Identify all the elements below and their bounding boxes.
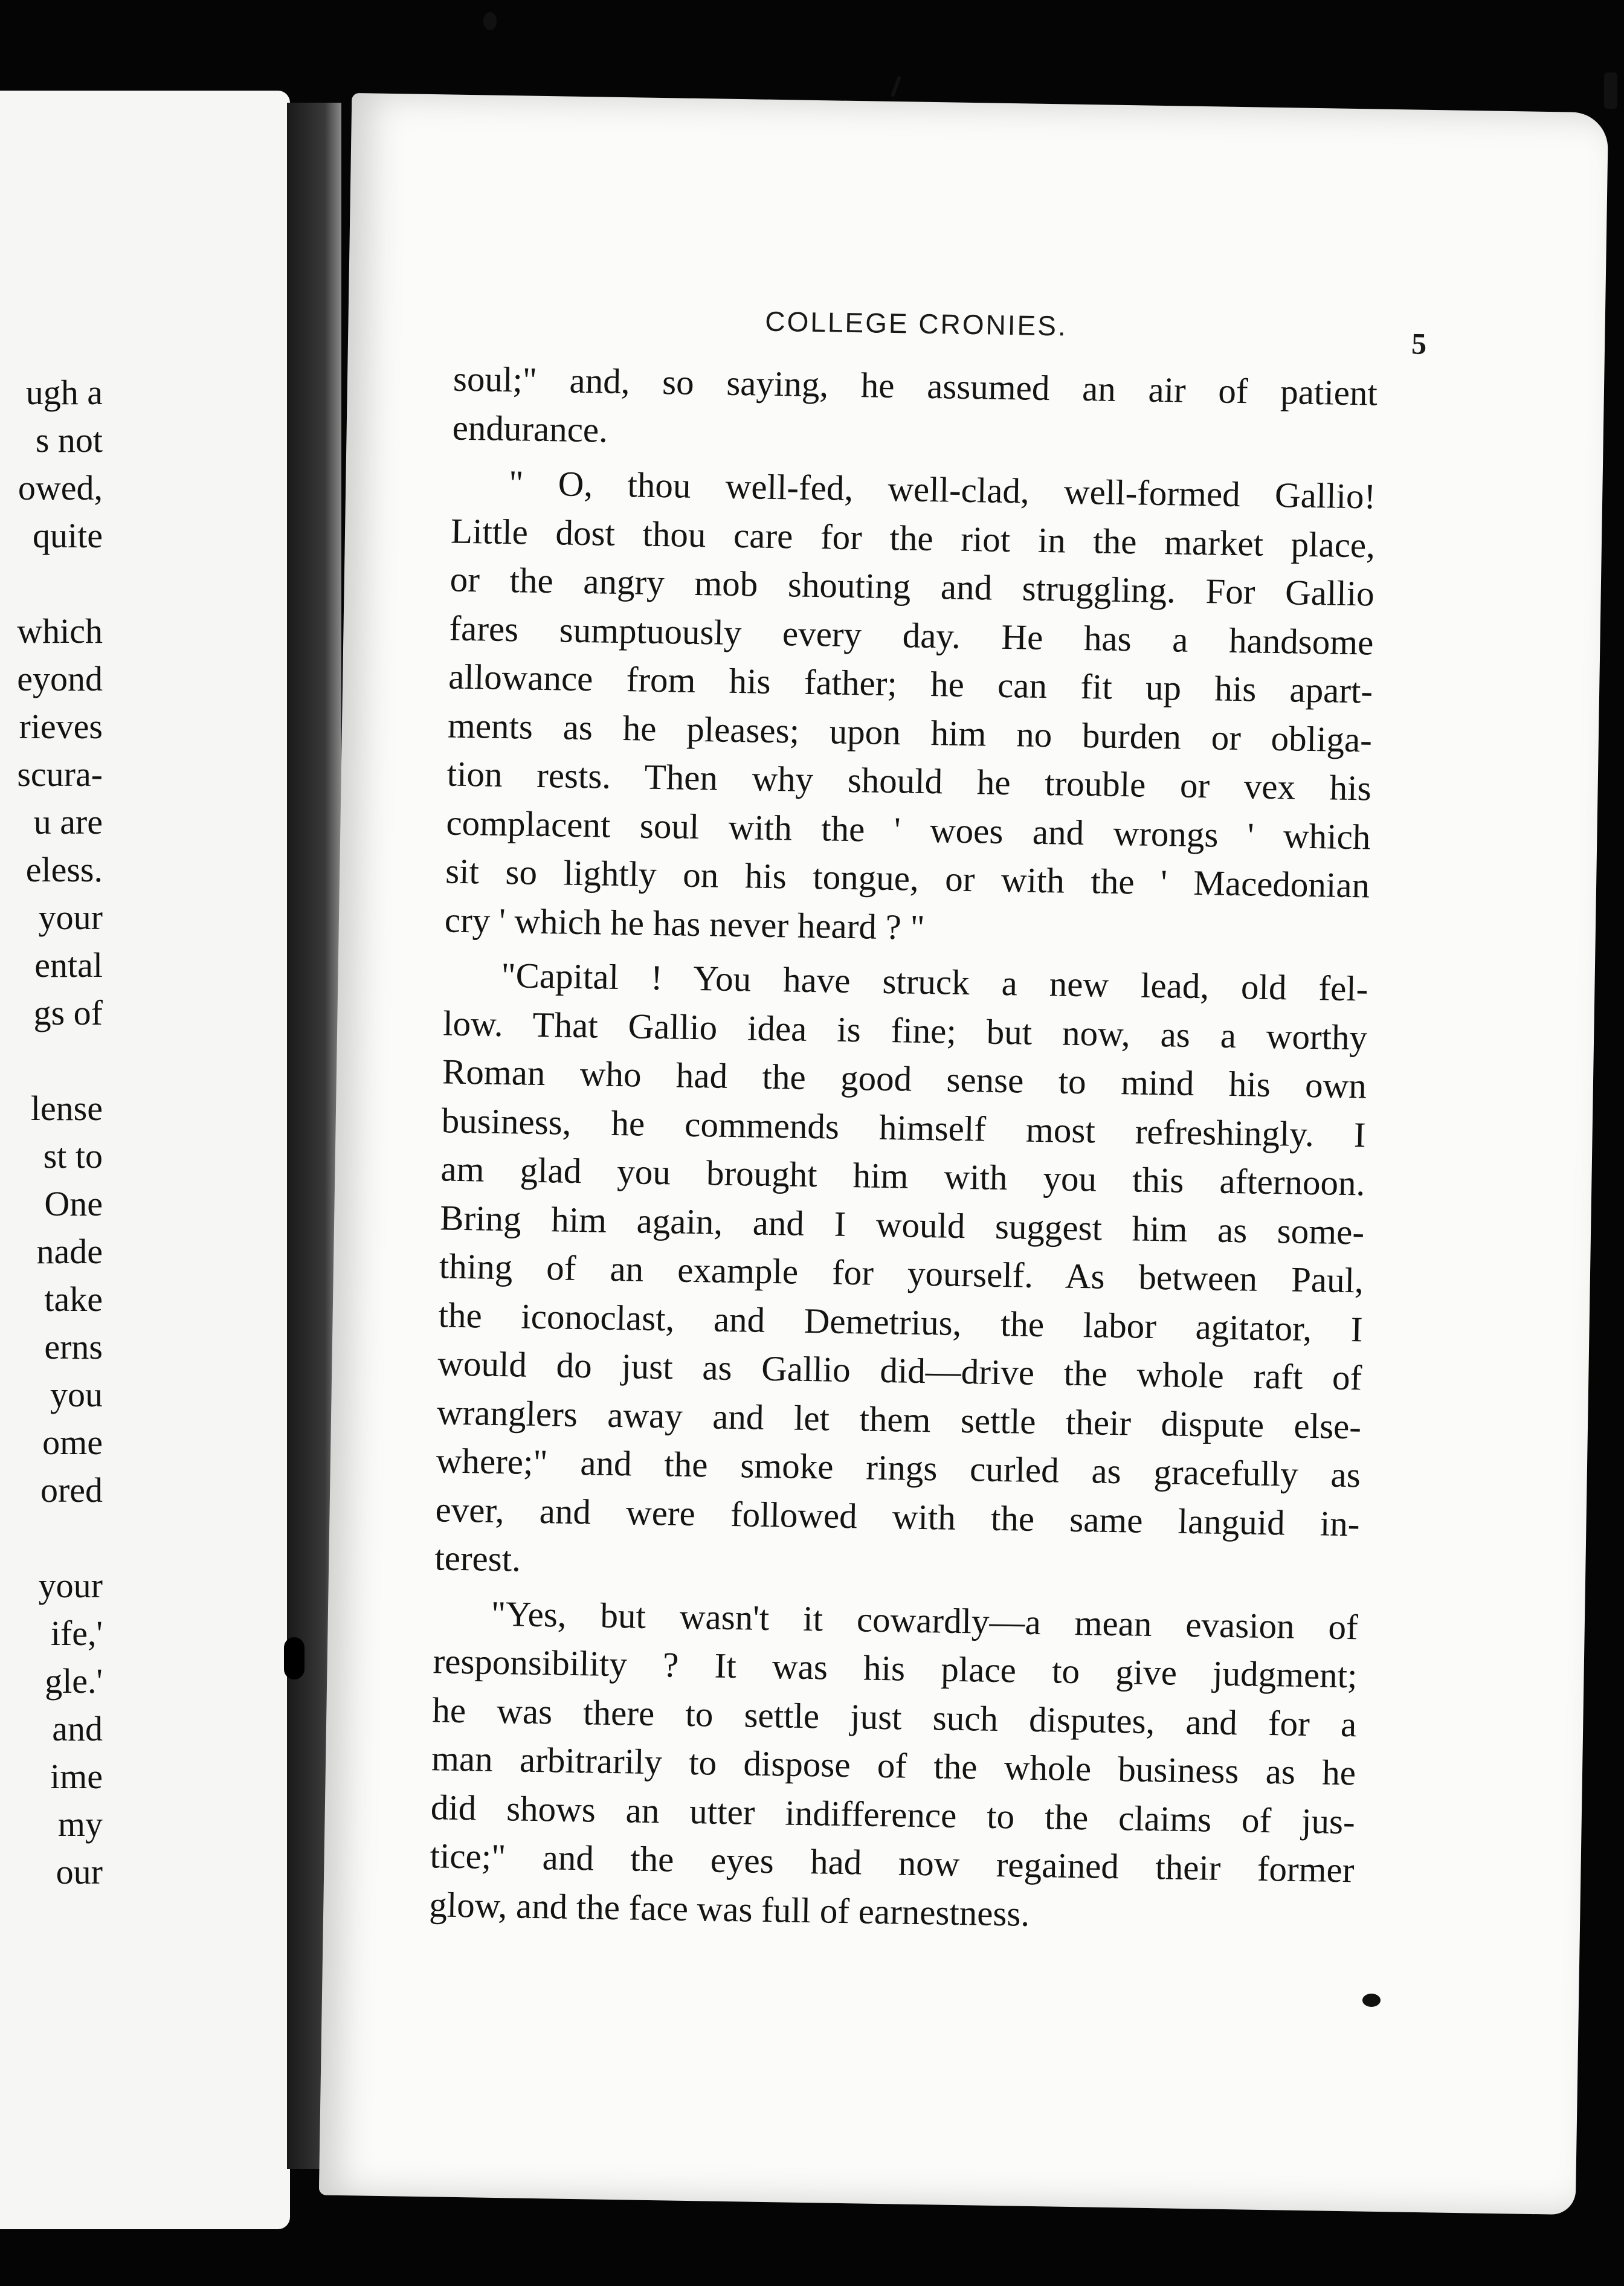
left-page-text-fragments [0, 369, 103, 1896]
text-line: the iconoclast, and Demetrius, the labor agitator, I [438, 1294, 1364, 1349]
text-line: " O, thou well-fed, well-clad, well-formed Gallio! [508, 463, 1376, 517]
left-page-fragment: s not [35, 420, 103, 460]
text-line: soul;" and, so saying, he assumed an air of patient [453, 358, 1378, 413]
text-line: wranglers away and let them settle their dispute else- [436, 1391, 1362, 1446]
body-text [429, 355, 1378, 1943]
left-page-fragment: gs of [33, 993, 103, 1032]
text-line: he was there to settle just such disputes, and for a [431, 1689, 1357, 1744]
text-line: cry ' which he has never heard ? " [444, 899, 926, 947]
left-page-fragment: scura- [17, 755, 103, 794]
text-line: tion rests. Then why should he trouble or vex his [446, 753, 1372, 808]
left-page-fragment: our [56, 1852, 103, 1892]
text-line: tice;" and the eyes had now regained their former [430, 1835, 1355, 1890]
text-line: complacent soul with the ' woes and wrongs ' which [445, 802, 1371, 857]
left-page-fragment: take [44, 1280, 103, 1319]
left-page-fragment: u are [33, 802, 103, 842]
left-page-fragment: One [44, 1184, 103, 1223]
text-line: "Capital ! You have struck a new lead, old fel- [501, 955, 1368, 1009]
text-line: thing of an example for yourself. As between Paul, [439, 1246, 1364, 1301]
text-line: fares sumptuously every day. He has a handsome [449, 608, 1374, 663]
text-line: would do just as Gallio did—drive the whole raft of [437, 1343, 1362, 1398]
text-line: sit so lightly on his tongue, or with the ' Macedonian [445, 851, 1370, 906]
left-page-fragment: lense [30, 1089, 103, 1128]
text-line: ments as he pleases; upon him no burden or obliga- [447, 705, 1373, 760]
left-page-fragment: my [57, 1805, 103, 1844]
text-line: responsibility ? It was his place to give judgment; [433, 1641, 1358, 1696]
text-line: did shows an utter indifference to the claims of jus- [430, 1786, 1356, 1841]
text-line: Roman who had the good sense to mind his own [442, 1051, 1367, 1106]
running-title: COLLEGE CRONIES. [764, 305, 1068, 342]
left-page-fragment [0, 1037, 103, 1084]
left-page-fragment: ental [34, 945, 103, 985]
left-page-fragment: ored [40, 1470, 103, 1510]
left-page-fragment: your [38, 898, 103, 937]
text-line: Little dost thou care for the riot in the market place, [450, 510, 1376, 565]
left-page-fragment: st to [43, 1136, 103, 1176]
scan-speck [483, 12, 497, 30]
text-line: allowance from his father; he can fit up his apart- [448, 656, 1373, 711]
right-page [319, 93, 1608, 2215]
text-line: man arbitrarily to dispose of the whole business as he [431, 1738, 1356, 1793]
scan-speck [1362, 1994, 1381, 2007]
text-line: terest. [434, 1537, 521, 1579]
left-page-fragment: ugh a [25, 373, 103, 412]
text-line: glow, and the face was full of earnestness. [428, 1884, 1030, 1934]
left-page-fragment: quite [33, 516, 103, 555]
page-number: 5 [1411, 326, 1427, 361]
left-page-fragment: ome [42, 1423, 103, 1462]
page-content [428, 300, 1427, 1943]
text-line: "Yes, but wasn't it cowardly—a mean evasion of [491, 1593, 1359, 1647]
text-line: ever, and were followed with the same languid in- [435, 1489, 1360, 1544]
left-page-fragment: which [17, 611, 103, 651]
left-page-fragment: your [38, 1566, 103, 1605]
left-page-fragment: rieves [19, 707, 103, 746]
text-line: low. That Gallio idea is fine; but now, as a worthy [442, 1002, 1368, 1057]
left-page-fragment: owed, [18, 468, 103, 507]
left-page-fragment: you [50, 1375, 103, 1414]
text-line: endurance. [452, 407, 608, 450]
left-page-fragment: erns [44, 1327, 103, 1367]
left-page-fragment [0, 1514, 103, 1562]
left-page-fragment: and [52, 1709, 103, 1748]
binding-hole [284, 1637, 304, 1679]
left-page-fragment: eless. [25, 850, 103, 889]
text-line: Bring him again, and I would suggest him as some- [439, 1197, 1365, 1252]
left-facing-page [0, 91, 290, 2229]
text-line: am glad you brought him with you this afternoon. [440, 1148, 1365, 1203]
text-line: business, he commends himself most refreshingly. I [441, 1100, 1367, 1154]
left-page-fragment: gle.' [45, 1661, 103, 1701]
text-line: or the angry mob shouting and struggling. For Gallio [450, 559, 1375, 614]
left-page-fragment: ife,' [50, 1614, 103, 1653]
left-page-fragment: eyond [17, 659, 103, 698]
scan-speck [1604, 72, 1617, 109]
left-page-fragment: ime [50, 1757, 103, 1796]
left-page-fragment [0, 559, 103, 607]
left-page-fragment: nade [36, 1232, 103, 1271]
text-line: where;" and the smoke rings curled as gracefully as [436, 1440, 1361, 1495]
